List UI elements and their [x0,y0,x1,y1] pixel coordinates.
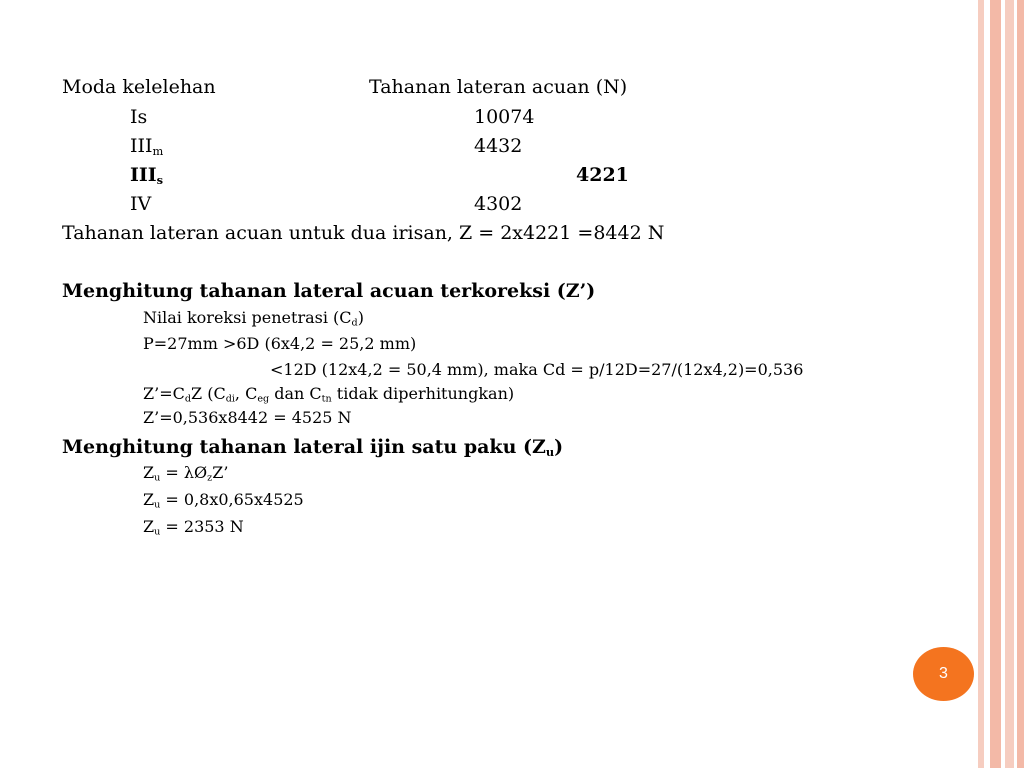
table-header-value: Tahanan lateran acuan (N) [369,76,628,98]
calc-line: P=27mm >6D (6x4,2 = 25,2 mm) [143,334,417,353]
calc-line: $Z’=C_dZ$ ($C_{di}$, $C_{eg}$ dan $C_{tn}$ tidak diperhitungkan) [143,384,515,405]
mode-label: $III_m$ [130,135,164,158]
page-number-badge: 3 [913,647,974,701]
mode-value: 10074 [474,106,535,128]
calc-line: $Z_u = 0,8x0,65x4525$ [143,490,304,511]
mode-label: Is [130,106,148,128]
decorative-stripe [1017,0,1024,768]
calc-line: Z’=0,536x8442 = 4525 N [143,408,352,427]
decorative-stripe [990,0,1001,768]
decorative-stripe [978,0,984,768]
mode-label: $III_s$ [130,164,164,187]
mode-value: 4302 [474,193,523,215]
calc-line: $Z_u = 2353$ N [143,517,244,538]
decorative-stripe [1005,0,1014,768]
mode-value-highlight: 4221 [576,164,629,186]
two-shear-result: Tahanan lateran acuan untuk dua irisan, Z = 2x4221 =8442 N [62,222,665,244]
section-heading: Menghitung tahanan lateral ijin satu paku $(Z_u)$ [62,436,564,459]
table-header-mode: Moda kelelehan [62,76,216,98]
calc-line: <12D (12x4,2 = 50,4 mm), maka Cd = p/12D=27/(12x4,2)=0,536 [270,360,804,379]
section-heading: Menghitung tahanan lateral acuan terkoreksi (Z’) [62,280,596,302]
penetration-factor-label: Nilai koreksi penetrasi $(C_d)$ [143,308,364,329]
mode-value: 4432 [474,135,523,157]
calc-line: $Z_u$ = $\lambda Ø_zZ$’ [143,463,229,484]
mode-label: IV [130,193,152,215]
